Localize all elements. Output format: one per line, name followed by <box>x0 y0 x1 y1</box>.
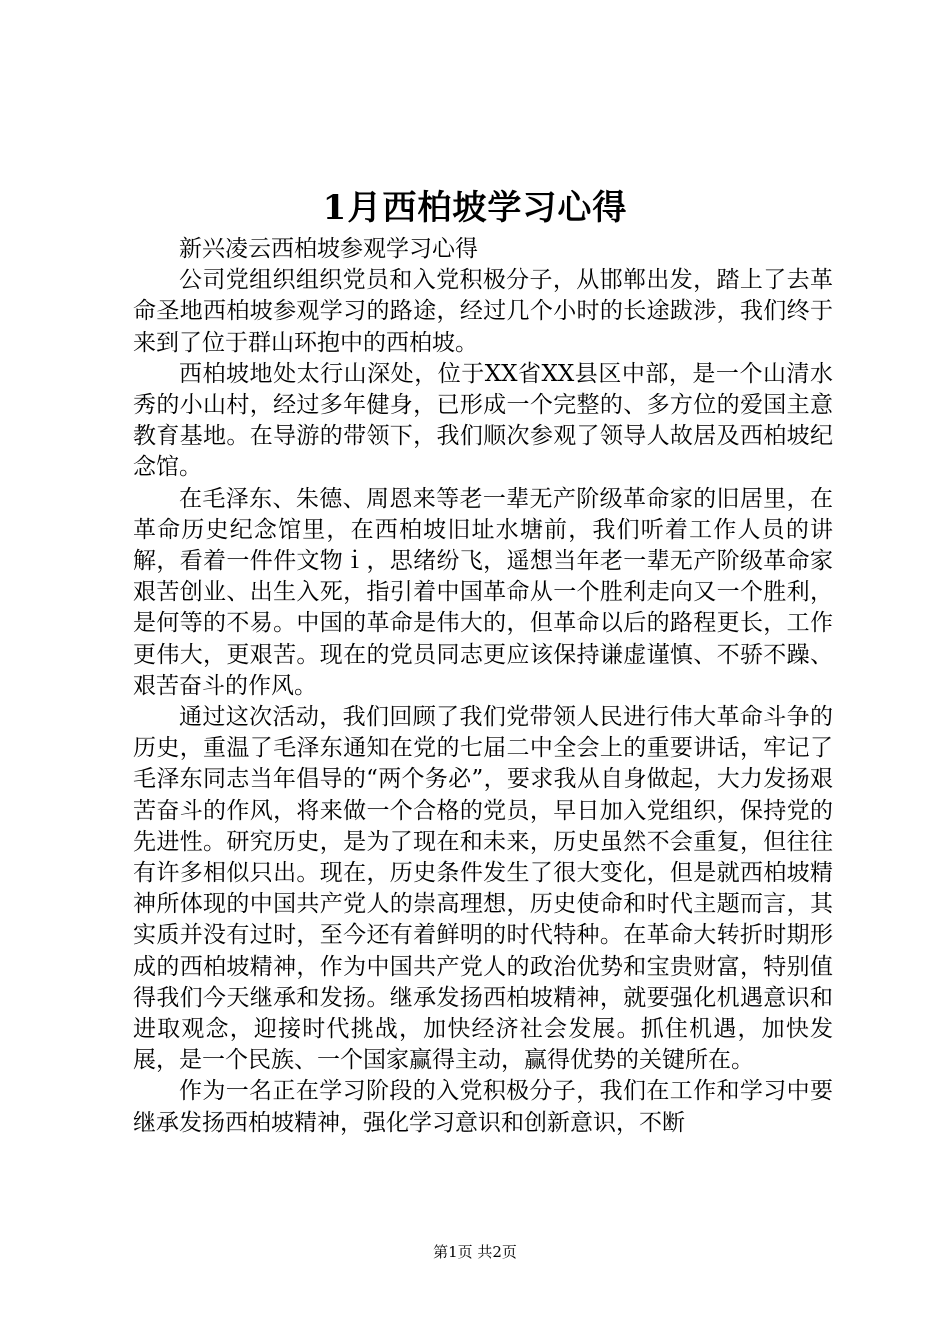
paragraph: 西柏坡地处太行山深处，位于XX省XX县区中部，是一个山清水秀的小山村，经过多年健身，已形成一个完整的、多方位的爱国主意教育基地。在导游的带领下，我们顺次参观了领导人故居及西柏坡纪念馆。 <box>133 360 833 481</box>
paragraph: 通过这次活动，我们回顾了我们党带领人民进行伟大革命斗争的历史，重温了毛泽东通知在党的七届二中全会上的重要讲话，牢记了毛泽东同志当年倡导的“两个务必”，要求我从自身做起，大力发扬艰苦奋斗的作风，将来做一个合格的党员，早日加入党组织，保持党的先进性。研究历史，是为了现在和未来，历史虽然不会重复，但往往有许多相似只出。现在，历史条件发生了很大变化，但是就西柏坡精神所体现的中国共产党人的崇高理想，历史使命和时代主题而言，其实质并没有过时，至今还有着鲜明的时代特种。在革命大转折时期形成的西柏坡精神，作为中国共产党人的政治优势和宝贵财富，特别值得我们今天继承和发扬。继承发扬西柏坡精神，就要强化机遇意识和进取观念，迎接时代挑战，加快经济社会发展。抓住机遇，加快发展，是一个民族、一个国家赢得主动，赢得优势的关键所在。 <box>133 704 833 1074</box>
document-body <box>133 234 833 1139</box>
paragraph: 作为一名正在学习阶段的入党积极分子，我们在工作和学习中要继承发扬西柏坡精神，强化学习意识和创新意识，不断 <box>133 1078 833 1136</box>
document-title: 1月西柏坡学习心得 <box>322 188 628 228</box>
paragraph-subtitle: 新兴凌云西柏坡参观学习心得 <box>179 236 478 262</box>
paragraph: 公司党组织组织党员和入党积极分子，从邯郸出发，踏上了去革命圣地西柏坡参观学习的路途，经过几个小时的长途跋涉，我们终于来到了位于群山环抱中的西柏坡。 <box>133 267 833 356</box>
paragraph: 在毛泽东、朱德、周恩来等老一辈无产阶级革命家的旧居里，在革命历史纪念馆里，在西柏坡旧址水塘前，我们听着工作人员的讲解，看着一件件文物ｉ，思绪纷飞，遥想当年老一辈无产阶级革命家艰苦创业、出生入死，指引着中国革命从一个胜利走向又一个胜利，是何等的不易。中国的革命是伟大的，但革命以后的路程更长，工作更伟大，更艰苦。现在的党员同志更应该保持谦虚谨慎、不骄不躁、艰苦奋斗的作风。 <box>133 485 833 699</box>
page-number-footer: 第1页 共2页 <box>433 1243 517 1261</box>
